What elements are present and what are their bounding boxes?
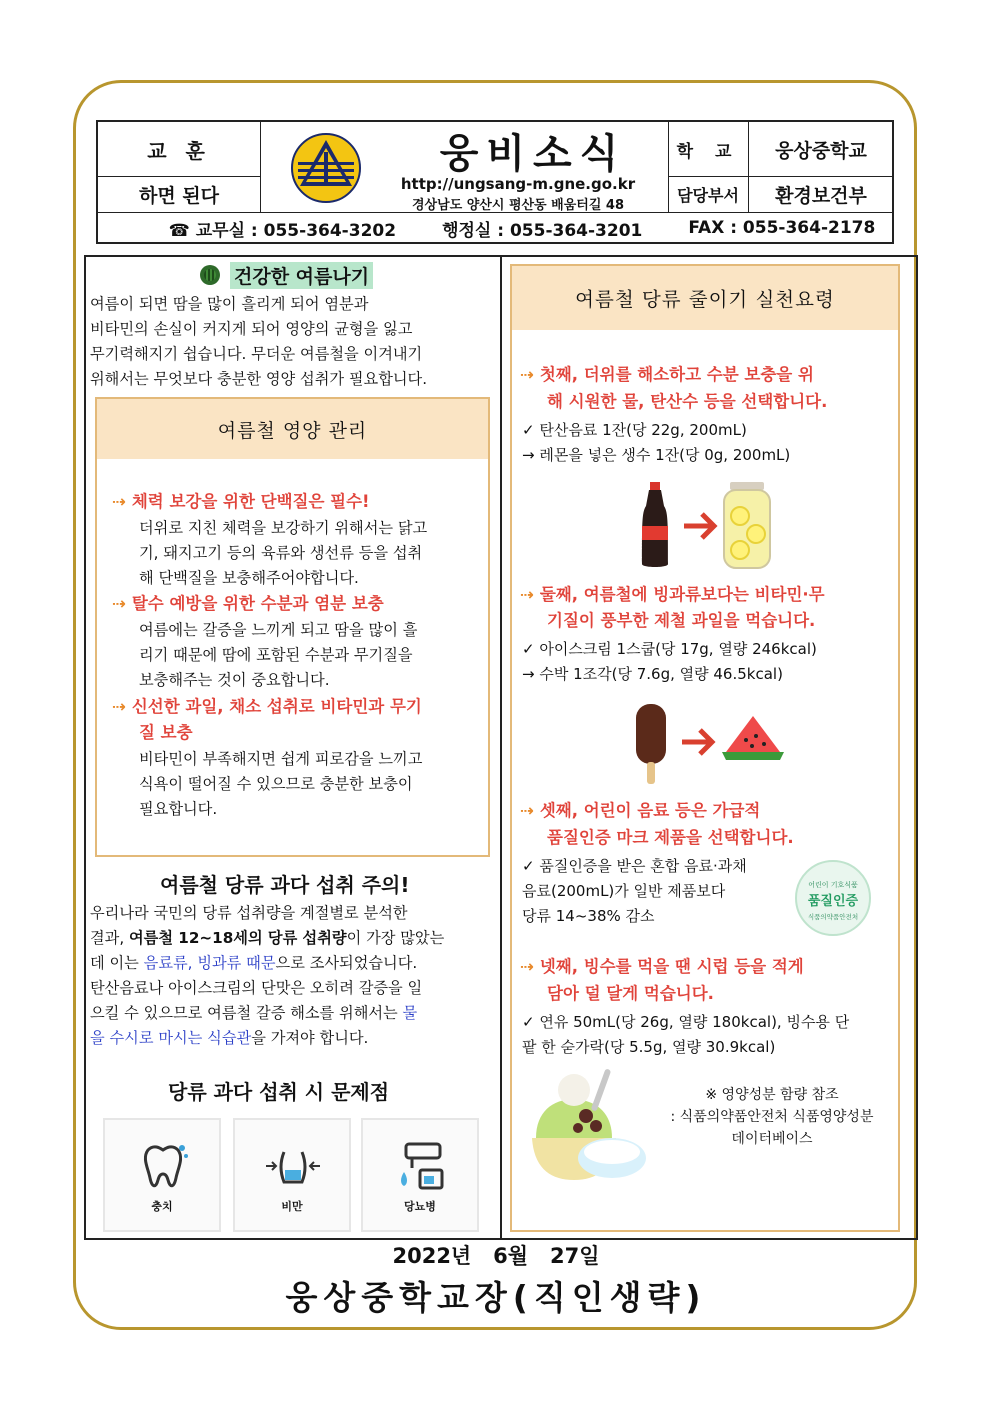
admin-phone: 행정실 : 055-364-3201: [442, 220, 643, 241]
motto-value: 하면 된다: [138, 184, 220, 207]
problem-card-diabetes: [361, 1118, 479, 1232]
ice-cream-bar-icon: [636, 704, 666, 784]
department-name: 환경보건부: [775, 184, 867, 207]
tip-heading-cont: 담아 덜 달게 먹습니다.: [547, 984, 714, 1003]
tooth-icon: [134, 1138, 192, 1196]
nutrition-item-body: 비타민이 부족해지면 쉽게 피로감을 느끼고 식욕이 떨어질 수 있으므로 충분한 보충이 필요합니다.: [139, 750, 423, 818]
obesity-icon: [264, 1138, 322, 1196]
column-divider: [500, 255, 502, 1240]
nutrition-item-heading: ⇢ 신선한 과일, 채소 섭취로 비타민과 무기: [112, 697, 422, 716]
contact-row: [98, 212, 894, 244]
motto-label: 교 훈: [147, 138, 211, 163]
school-label: 학 교: [676, 141, 740, 162]
arrow-icon: ⇢: [520, 365, 534, 384]
sugar-tips-title: 여름철 당류 줄이기 실천요령: [512, 266, 898, 330]
arrow-icon: ⇢: [520, 957, 534, 976]
problem-label: 비만: [281, 1200, 303, 1213]
department-label: 담당부서: [677, 185, 739, 205]
newsletter-header: [96, 120, 894, 244]
tip-heading: ⇢ 셋째, 어린이 음료 등은 가급적: [520, 801, 761, 820]
nutrition-item-body: 더위로 지친 체력을 보강하기 위해서는 닭고 기, 돼지고기 등의 육류와 생선류 등을 섭취 해 단백질을 보충해주어야합니다.: [139, 519, 428, 587]
tip-check: ✓ 연유 50mL(당 26g, 열량 180kcal), 빙수용 단 팥 한 숟가락(당 5.5g, 열량 30.9kcal): [522, 1013, 850, 1056]
tip-heading-cont: 품질인증 마크 제품을 선택합니다.: [547, 828, 794, 847]
sugar-paragraph: 우리나라 국민의 당류 섭취량을 계절별로 분석한 결과, 여름철 12~18세의 당류 섭취량이 가장 많았는 데 이는 음료류, 빙과류 때문으로 조사되었습니다. 탄산음료나 아이스크림의 단맛은 오히려 갈증을 일 으킬 수 있으므로 여름철 갈증 해소를 위해서는 물 을 수시로 마시는 식습관을 가져야 합니다.: [90, 904, 445, 1047]
arrow-icon: ⇢: [520, 801, 534, 820]
icecream-to-watermelon-illustration: [634, 702, 784, 786]
arrow-icon: ⇢: [112, 492, 126, 511]
watermelon-icon: [200, 265, 220, 285]
section-title: 건강한 여름나기: [200, 262, 373, 288]
newsletter-title: 웅비소식: [439, 130, 627, 177]
nutrition-item-heading: ⇢ 체력 보강을 위한 단백질은 필수!: [112, 492, 370, 511]
nutrition-panel-title: 여름철 영양 관리: [97, 399, 488, 459]
problem-card-obesity: [233, 1118, 351, 1232]
tip-heading-cont: 해 시원한 물, 탄산수 등을 선택합니다.: [547, 392, 828, 411]
nutrition-item-body: 여름에는 갈증을 느끼게 되고 땀을 많이 흘 리기 때문에 땀에 포함된 수분과 무기질을 보충해주는 것이 중요합니다.: [139, 621, 418, 689]
problem-label: 당뇨병: [404, 1200, 436, 1213]
arrow-icon: ⇢: [520, 585, 534, 604]
issue-date: 2022년 6월 27일: [392, 1244, 600, 1268]
lemon-water-jar-icon: [724, 482, 770, 568]
school-address: 경상남도 양산시 평산동 배움터길 48: [411, 197, 624, 213]
problems-title: 당류 과다 섭취 시 문제점: [168, 1080, 390, 1104]
cola-to-lemon-water-illustration: [636, 482, 776, 570]
tip-check: ✓ 탄산음료 1잔(당 22g, 200mL) → 레몬을 넣은 생수 1잔(당 0g, 200mL): [522, 421, 791, 464]
watermelon-slice-icon: [722, 716, 784, 760]
cola-bottle-icon: [642, 482, 668, 567]
intro-paragraph: 여름이 되면 땀을 많이 흘리게 되어 염분과 비타민의 손실이 커지게 되어 영양의 균형을 잃고 무기력해지기 쉽습니다. 무더운 여름철을 이겨내기 위해서는 무엇보다 충분한 영양 섭취가 필요합니다.: [90, 295, 428, 388]
arrow-icon: ⇢: [112, 697, 126, 716]
tip-heading: ⇢ 둘째, 여름철에 빙과류보다는 비타민·무: [520, 585, 825, 604]
quality-certification-badge: 어린이 기호식품 품질인증 식품의약품안전처: [795, 860, 871, 936]
fax-number: FAX : 055-364-2178: [688, 218, 876, 238]
problem-label: 충치: [151, 1200, 173, 1213]
nutrition-item-heading: ⇢ 탈수 예방을 위한 수분과 염분 보충: [112, 594, 384, 613]
tip-heading: ⇢ 넷째, 빙수를 먹을 땐 시럽 등을 적게: [520, 957, 804, 976]
sugar-warning-title: 여름철 당류 과다 섭취 주의!: [160, 873, 410, 897]
school-name: 웅상중학교: [775, 139, 867, 162]
tip-heading: ⇢ 첫째, 더위를 해소하고 수분 보충을 위: [520, 365, 814, 384]
principal-signature: 웅상중학교장(직인생략): [285, 1278, 707, 1317]
bingsu-icon: [528, 1068, 648, 1184]
tip-check: ✓ 아이스크림 1스쿱(당 17g, 열량 246kcal) → 수박 1조각(당 7.6g, 열량 46.5kcal): [522, 640, 817, 683]
problem-card-cavity: [103, 1118, 221, 1232]
school-logo: [290, 132, 362, 204]
school-url[interactable]: http://ungsang-m.gne.go.kr: [400, 175, 636, 193]
tip-heading-cont: 기질이 풍부한 제철 과일을 먹습니다.: [547, 611, 816, 630]
arrow-icon: ⇢: [112, 594, 126, 613]
nutrition-item-heading-cont: 질 보충: [139, 723, 193, 742]
tip-check: ✓ 품질인증을 받은 혼합 음료·과채 음료(200mL)가 일반 제품보다 당류 14~38% 감소: [522, 857, 747, 925]
nutrition-reference: ※ 영양성분 함량 참조 : 식품의약품안전처 식품영양성분 데이터베이스: [670, 1087, 874, 1147]
diabetes-icon: [392, 1138, 450, 1196]
office-phone: ☎ 교무실 : 055-364-3202: [168, 220, 397, 241]
